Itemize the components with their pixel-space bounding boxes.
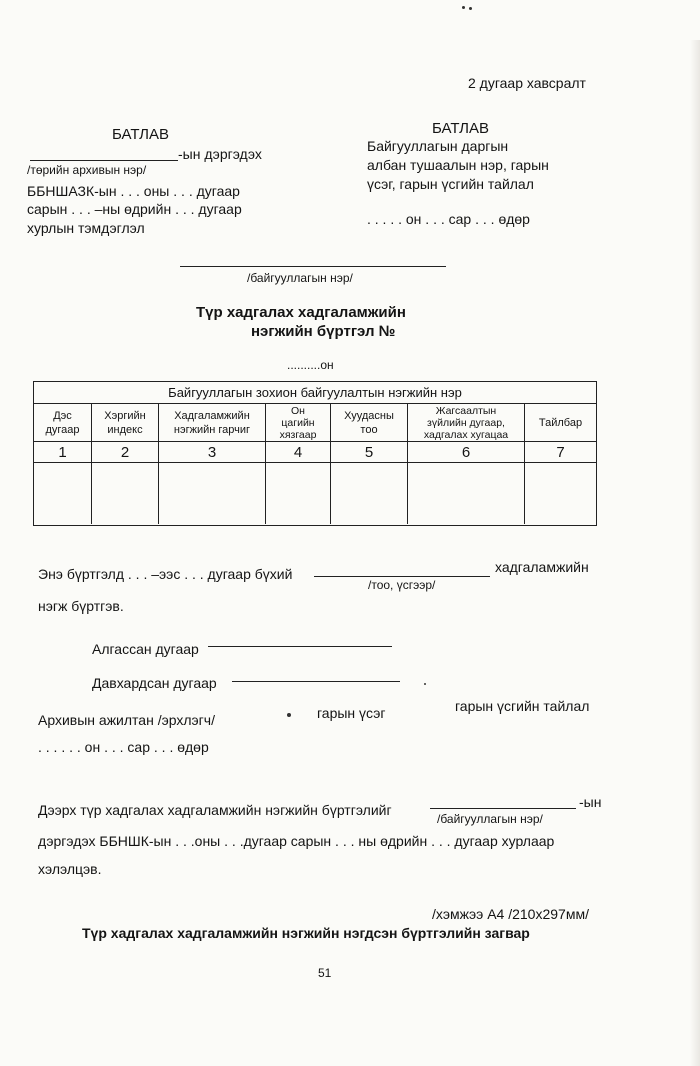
decision-org-line [430, 808, 576, 809]
right-approval-line3: үсэг, гарын үсгийн тайлал [367, 176, 534, 192]
col-number-6: 6 [408, 442, 525, 462]
col-header-3: Хадгаламжийн нэгжийн гарчиг [159, 404, 266, 441]
duplicate-number-line [232, 681, 400, 682]
empty-cell [159, 463, 266, 524]
col-number-1: 1 [34, 442, 92, 462]
empty-cell [266, 463, 331, 524]
empty-cell [92, 463, 159, 524]
left-approval-heading: БАТЛАВ [112, 126, 170, 143]
col-number-3: 3 [159, 442, 266, 462]
archivist-label: Архивын ажилтан /эрхлэгч/ [38, 712, 215, 728]
missing-number-label: Алгассан дугаар [92, 641, 199, 657]
size-note: /хэмжээ А4 /210х297мм/ [432, 906, 589, 922]
register-table [33, 381, 597, 526]
empty-cell [408, 463, 525, 524]
right-approval-heading: БАТЛАВ [432, 120, 490, 137]
col-number-5: 5 [331, 442, 408, 462]
bullet-dot [287, 713, 291, 717]
col-header-6: Жагсаалтын зүйлийн дугаар, хадгалах хугацаа [408, 404, 525, 441]
page-number: 51 [318, 966, 332, 980]
decision-line3: хэлэлцэв. [38, 861, 102, 877]
left-approval-line2: сарын . . . –ны өдрийн . . . дугаар [27, 201, 242, 217]
col-header-7: Тайлбар [538, 416, 583, 429]
page-edge [690, 40, 700, 1066]
table-header-row [34, 404, 596, 442]
col-header-1: Дэс дугаар [34, 404, 92, 441]
left-approval-line1: ББНШАЗК-ын . . . оны . . . дугаар [27, 183, 240, 199]
signature-decode-label: гарын үсгийн тайлал [455, 698, 590, 714]
table-caption-row [34, 382, 596, 404]
table-empty-row [34, 463, 596, 524]
count-caption: /тоо, үсгээр/ [368, 578, 436, 592]
table-caption: Байгууллагын зохион байгуулалтын нэгжийн нэр [168, 385, 462, 400]
decision-line2: дэргэдэх ББНШК-ын . . .оны . . .дугаар сарын . . . ны өдрийн . . . дугаар хурлаар [38, 833, 555, 849]
signature-label: гарын үсэг [317, 705, 386, 721]
empty-cell [34, 463, 92, 524]
right-approval-line2: албан тушаалын нэр, гарын [367, 157, 549, 173]
register-line2: нэгж бүртгэв. [38, 598, 124, 614]
register-line1-end: хадгаламжийн [495, 559, 589, 575]
title-line2: нэгжийн бүртгэл № [251, 323, 396, 340]
col-number-4: 4 [266, 442, 331, 462]
left-approval-line3: хурлын тэмдэглэл [27, 220, 145, 236]
footer-title: Түр хадгалах хадгаламжийн нэгжийн нэгдсэн бүртгэлийн загвар [82, 925, 530, 941]
empty-cell [525, 463, 596, 524]
year-line: ..........он [287, 358, 334, 372]
col-header-2: Хэргийн индекс [92, 404, 159, 441]
missing-number-line [208, 646, 392, 647]
speck [424, 683, 426, 685]
left-approval-suffix: -ын дэргэдэх [178, 146, 262, 162]
register-line1-start: Энэ бүртгэлд . . . –ээс . . . дугаар бүхий [38, 566, 293, 582]
col-header-5: Хуудасны тоо [331, 404, 408, 441]
archivist-date: . . . . . . он . . . сар . . . өдөр [38, 739, 209, 755]
appendix-label: 2 дугаар хавсралт [468, 75, 586, 91]
empty-cell [331, 463, 408, 524]
org-name-line [180, 266, 446, 267]
right-approval-line1: Байгууллагын даргын [367, 138, 509, 154]
col-number-7: 7 [556, 443, 565, 461]
speck [462, 6, 465, 9]
right-approval-date: . . . . . он . . . сар . . . өдөр [367, 211, 530, 227]
decision-line1-suffix: -ын [579, 794, 602, 810]
org-name-caption: /байгууллагын нэр/ [247, 271, 353, 285]
decision-org-caption: /байгууллагын нэр/ [437, 812, 543, 826]
duplicate-number-label: Давхардсан дугаар [92, 675, 217, 691]
count-line [314, 576, 490, 577]
col-header-4: Он цагийн хязгаар [266, 404, 331, 441]
table-number-row [34, 442, 596, 463]
archive-name-caption: /төрийн архивын нэр/ [27, 163, 147, 177]
speck [469, 7, 472, 10]
decision-line1-start: Дээрх түр хадгалах хадгаламжийн нэгжийн бүртгэлийг [38, 802, 392, 818]
title-line1: Түр хадгалах хадгаламжийн [196, 304, 406, 321]
col-number-2: 2 [92, 442, 159, 462]
archive-name-line [30, 160, 178, 161]
